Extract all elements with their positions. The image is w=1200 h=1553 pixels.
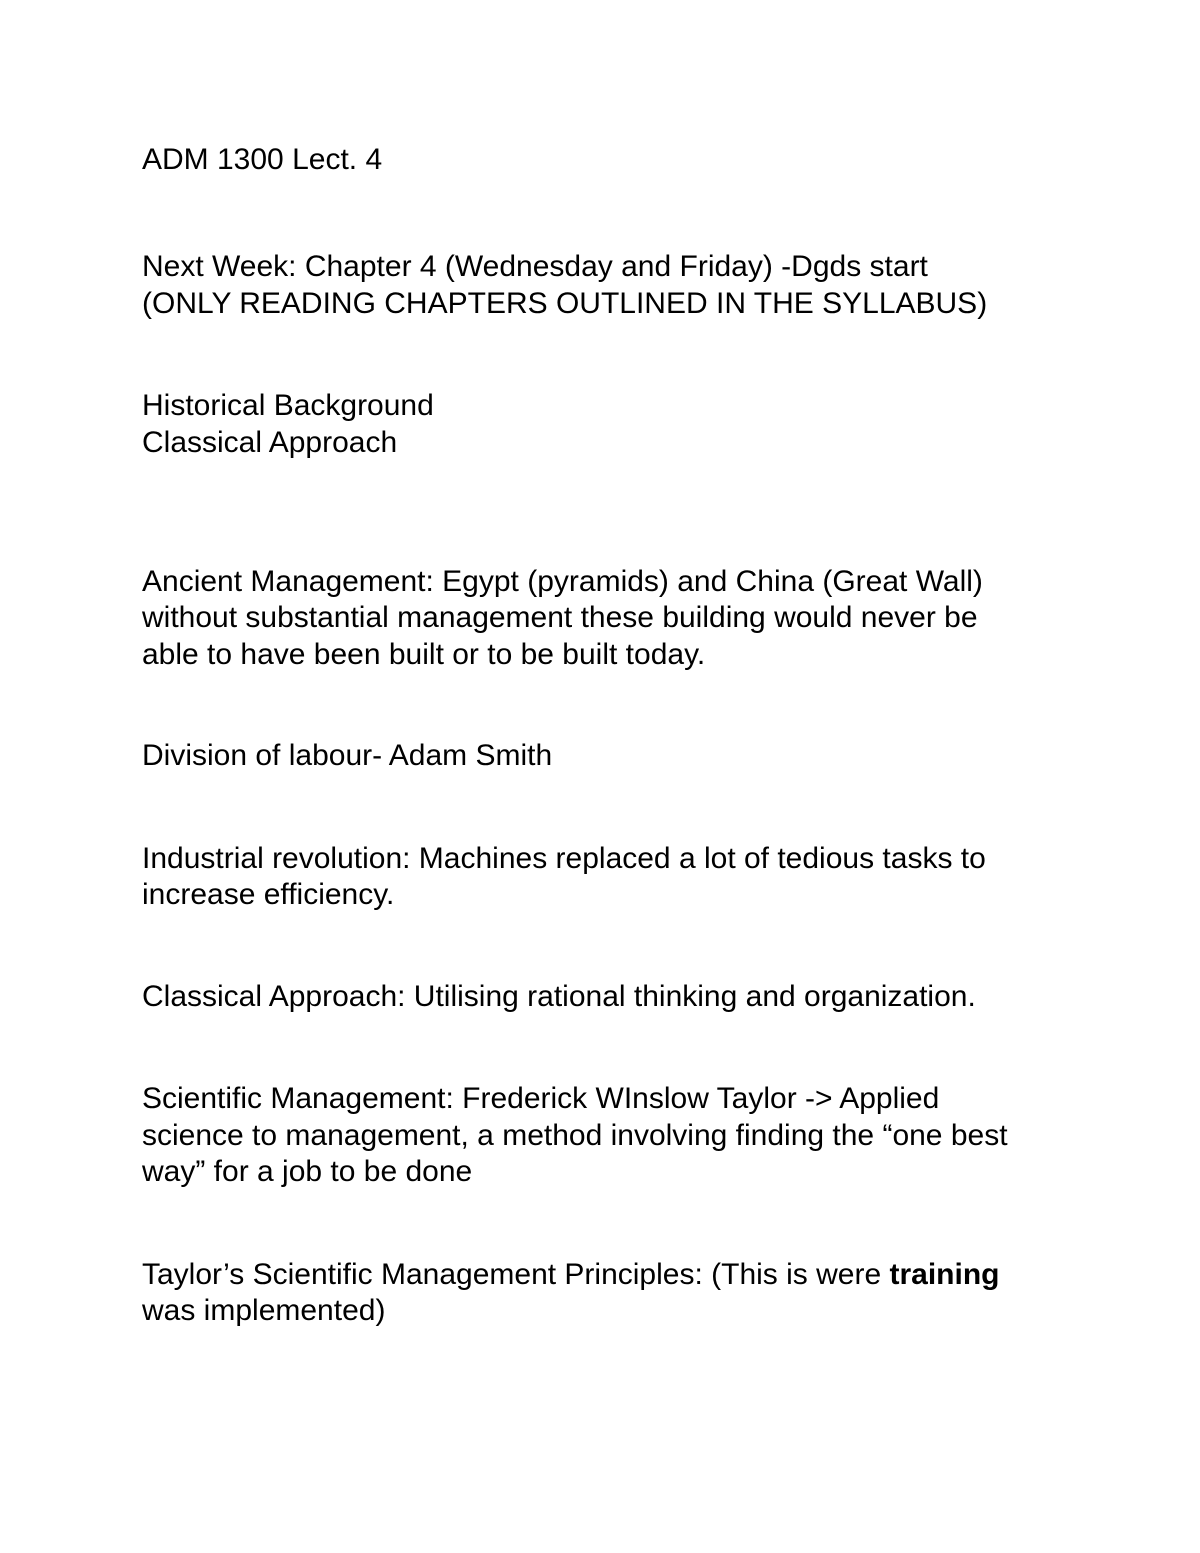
industrial-revolution-line-2: increase efficiency. bbox=[142, 878, 395, 911]
next-week-line-1: Next Week: Chapter 4 (Wednesday and Friday) -Dgds start bbox=[142, 250, 928, 283]
taylor-principles-line-1 bbox=[142, 1257, 1000, 1293]
scientific-management-line-3: way” for a job to be done bbox=[142, 1155, 473, 1188]
division-of-labour: Division of labour- Adam Smith bbox=[142, 739, 553, 772]
document-title: ADM 1300 Lect. 4 bbox=[142, 143, 383, 176]
taylor-principles-line-2: was implemented) bbox=[142, 1294, 386, 1327]
scientific-management-line-1: Scientific Management: Frederick WInslow Taylor -> Applied bbox=[142, 1082, 940, 1115]
ancient-management-line-2: without substantial management these building would never be bbox=[142, 601, 978, 634]
industrial-revolution-line-1: Industrial revolution: Machines replaced a lot of tedious tasks to bbox=[142, 842, 986, 875]
classical-approach-definition: Classical Approach: Utilising rational thinking and organization. bbox=[142, 980, 976, 1013]
taylor-principles-text: Taylor’s Scientific Management Principles: (This is were bbox=[142, 1258, 890, 1291]
scientific-management-line-2: science to management, a method involving finding the “one best bbox=[142, 1119, 1008, 1152]
ancient-management-line-1: Ancient Management: Egypt (pyramids) and China (Great Wall) bbox=[142, 565, 983, 598]
ancient-management-line-3: able to have been built or to be built today. bbox=[142, 638, 706, 671]
outline-classical-approach: Classical Approach bbox=[142, 426, 398, 459]
next-week-line-2: (ONLY READING CHAPTERS OUTLINED IN THE SYLLABUS) bbox=[142, 287, 988, 320]
training-emphasis: training bbox=[889, 1258, 1000, 1291]
outline-historical-background: Historical Background bbox=[142, 389, 434, 422]
